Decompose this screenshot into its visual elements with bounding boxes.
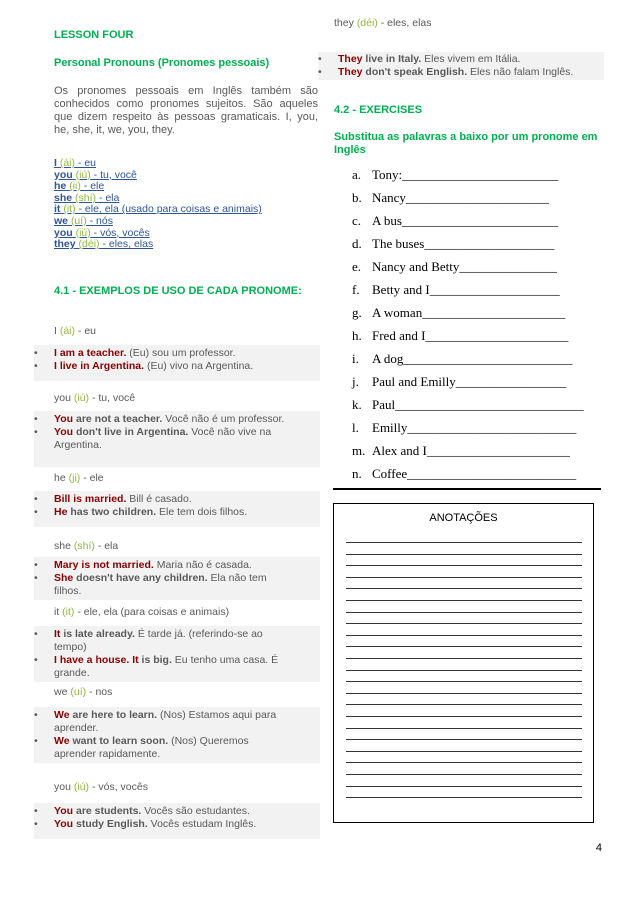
example-english: live in Italy. xyxy=(362,53,422,65)
exercise-letter: b. xyxy=(352,190,362,205)
exercise-letter: j. xyxy=(352,374,359,389)
exercise-letter: f. xyxy=(352,282,360,297)
example-translation: Você não é um professor. xyxy=(162,413,285,425)
example-item xyxy=(34,805,286,818)
exercise-text: Paul_____________________________ xyxy=(372,397,584,412)
example-pronoun: They xyxy=(338,53,363,65)
they-examples xyxy=(318,52,604,80)
example-translation: É tarde já. (referindo-se ao tempo) xyxy=(54,628,263,653)
example-english: are here to learn. xyxy=(69,709,158,721)
bullet-icon: • xyxy=(34,735,38,747)
notes-box xyxy=(333,503,594,823)
exercise-text: Coffee__________________________ xyxy=(372,466,577,481)
pronoun-group-header xyxy=(54,686,112,698)
exercise-item xyxy=(352,167,584,190)
exercise-letter: a. xyxy=(352,167,362,182)
exercise-letter: e. xyxy=(352,259,362,274)
exercise-letter: m. xyxy=(352,443,366,458)
example-english: I have a house. xyxy=(54,654,130,666)
group-word: you xyxy=(54,392,71,404)
example-translation: Bill é casado. xyxy=(126,493,192,505)
note-line xyxy=(346,658,582,659)
example-english: is late already. xyxy=(60,628,135,640)
group-pronunciation: (ji) xyxy=(68,472,81,484)
note-line xyxy=(346,751,582,752)
example-pronoun: She xyxy=(54,572,74,584)
exercise-text: Paul and Emilly_________________ xyxy=(372,374,567,389)
note-line xyxy=(346,565,582,566)
divider xyxy=(333,488,601,490)
example-english: Mary is not married. xyxy=(54,559,154,571)
group-word: I xyxy=(54,325,57,337)
exercise-text: Nancy and Betty_______________ xyxy=(372,259,557,274)
exercise-letter: g. xyxy=(352,305,362,320)
pronoun-group-header xyxy=(54,781,148,793)
example-item xyxy=(34,572,286,598)
example-pronoun: You xyxy=(54,805,74,817)
example-translation: Eles vivem em Itália. xyxy=(421,53,521,65)
example-english: has two children. xyxy=(67,506,157,518)
exercise-item xyxy=(352,213,584,236)
example-translation: (Nos) Estamos aqui para aprender. xyxy=(54,709,277,734)
group-word: we xyxy=(54,686,68,698)
exercise-text: Fred and I______________________ xyxy=(372,328,569,343)
group-meaning: - eu xyxy=(75,325,97,337)
pronoun-word: he xyxy=(54,180,67,193)
pronoun-meaning: - eu xyxy=(75,157,97,169)
example-pronoun: They xyxy=(338,66,363,78)
group-pronunciation: (iú) xyxy=(73,392,90,404)
example-translation: Vocês estudam Inglês. xyxy=(147,818,257,830)
group-word: it xyxy=(54,606,60,618)
example-pronoun: He xyxy=(54,506,68,518)
pronoun-meaning: - ele, ela (usado para coisas e animais) xyxy=(75,203,262,216)
section-4-1-heading: 4.1 - EXEMPLOS DE USO DE CADA PRONOME: xyxy=(54,285,302,297)
example-list xyxy=(34,491,320,527)
exercise-text: The buses____________________ xyxy=(372,236,555,251)
exercise-text: Betty and I____________________ xyxy=(372,282,560,297)
example-english: are not a teacher. xyxy=(73,413,163,425)
note-line xyxy=(346,635,582,636)
group-meaning: - ele, ela (para coisas e animais) xyxy=(74,606,230,618)
pronoun-pronunciation: (shí) xyxy=(75,191,97,204)
bullet-icon: • xyxy=(34,360,38,372)
pronoun-pronunciation: (uí) xyxy=(70,214,87,227)
example-english: are students. xyxy=(73,805,142,817)
example-translation: Ele tem dois filhos. xyxy=(156,506,248,518)
exercise-item xyxy=(352,305,584,328)
note-line xyxy=(346,728,582,729)
exercise-text: Alex and I______________________ xyxy=(372,443,570,458)
example-english: is big. xyxy=(138,654,172,666)
example-item xyxy=(34,360,286,373)
exercise-letter: c. xyxy=(352,213,362,228)
pronoun-pronunciation: (ii) xyxy=(69,180,81,193)
note-line xyxy=(346,797,582,798)
example-english: I live in Argentina. xyxy=(54,360,145,372)
example-list xyxy=(34,411,320,467)
pronoun-pronunciation: (iú) xyxy=(75,226,91,239)
bullet-icon: • xyxy=(34,559,38,571)
exercise-item xyxy=(352,282,584,305)
note-line xyxy=(346,600,582,601)
pronoun-pronunciation: (ái) xyxy=(59,157,76,169)
example-item xyxy=(34,735,286,761)
exercise-text: Tony:________________________ xyxy=(372,167,559,182)
example-translation: (Eu) sou um professor. xyxy=(126,347,236,359)
exercise-instruction: Substitua as palavras a baixo por um pronome em Inglês xyxy=(334,131,598,156)
pronoun-word: I xyxy=(54,157,57,169)
pronoun-pronunciation: (it) xyxy=(63,203,76,216)
exercise-list xyxy=(352,167,584,489)
example-translation: Vocês são estudantes. xyxy=(141,805,250,817)
example-list xyxy=(34,557,320,600)
note-line xyxy=(346,612,582,613)
example-english: don't live in Argentina. xyxy=(73,426,189,438)
bullet-icon: • xyxy=(34,628,38,640)
pronoun-word: we xyxy=(54,214,69,227)
pronoun-group-header xyxy=(54,540,118,552)
group-meaning: - ele xyxy=(80,472,104,484)
exercise-letter: h. xyxy=(352,328,362,343)
example-item xyxy=(34,493,286,506)
pronoun-meaning: - nós xyxy=(86,214,113,227)
pronoun-meaning: - vós, vocês xyxy=(90,226,150,239)
exercise-item xyxy=(352,190,584,213)
example-item xyxy=(34,426,286,452)
note-line xyxy=(346,588,582,589)
note-line xyxy=(346,716,582,717)
exercise-text: A woman______________________ xyxy=(372,305,566,320)
note-line xyxy=(346,774,582,775)
exercise-item xyxy=(352,420,584,443)
example-pronoun: You xyxy=(54,426,74,438)
bullet-icon: • xyxy=(34,805,38,817)
bullet-icon: • xyxy=(318,66,322,78)
bullet-icon: • xyxy=(318,53,322,65)
bullet-icon: • xyxy=(34,426,38,438)
example-pronoun: It xyxy=(129,654,139,666)
pronoun-word: it xyxy=(54,203,61,216)
example-pronoun: We xyxy=(54,709,70,721)
example-list xyxy=(34,707,320,763)
exercise-item xyxy=(352,236,584,259)
pronoun-group-header xyxy=(54,325,96,337)
example-translation: Ela não tem filhos. xyxy=(54,572,267,597)
example-item xyxy=(34,559,286,572)
example-item xyxy=(34,413,286,426)
bullet-icon: • xyxy=(34,347,38,359)
note-line xyxy=(346,681,582,682)
note-line xyxy=(346,786,582,787)
group-meaning: - nos xyxy=(86,686,113,698)
group-pronunciation: (uí) xyxy=(70,686,87,698)
bullet-icon: • xyxy=(34,572,38,584)
exercise-item xyxy=(352,328,584,351)
note-line xyxy=(346,542,582,543)
pronoun-meaning: - ela xyxy=(96,191,120,204)
exercise-item xyxy=(352,466,584,489)
exercise-item xyxy=(352,351,584,374)
note-line xyxy=(346,704,582,705)
example-translation: (Nos) Queremos aprender rapidamente. xyxy=(54,735,249,760)
example-pronoun: We xyxy=(54,735,70,747)
example-english: want to learn soon. xyxy=(69,735,169,747)
exercise-item xyxy=(352,374,584,397)
example-list xyxy=(34,345,320,381)
exercise-letter: k. xyxy=(352,397,362,412)
example-pronoun: It xyxy=(54,628,61,640)
exercise-item xyxy=(352,397,584,420)
note-line xyxy=(346,577,582,578)
intro-paragraph: Os pronomes pessoais em Inglês também são conhecidos como pronomes sujeitos. São aqueles que dizem respeito às pessoas gramaticais. I, you, he, she, it, we, you, they. xyxy=(54,85,318,136)
example-translation: Eu tenho uma casa. É grande. xyxy=(54,654,279,679)
group-word: he xyxy=(54,472,66,484)
exercise-text: A dog__________________________ xyxy=(372,351,573,366)
group-meaning: - tu, você xyxy=(89,392,136,404)
bullet-icon: • xyxy=(34,654,38,666)
group-pronunciation: (ái) xyxy=(59,325,76,337)
example-translation: Você não vive na Argentina. xyxy=(54,426,272,451)
pronoun-word: they xyxy=(54,238,76,251)
group-meaning: - vós, vocês xyxy=(89,781,148,793)
group-pronunciation: (iú) xyxy=(73,781,90,793)
example-list xyxy=(34,803,320,839)
exercise-letter: n. xyxy=(352,466,362,481)
note-line xyxy=(346,739,582,740)
group-pronunciation: (shí) xyxy=(73,540,95,552)
example-item xyxy=(34,709,286,735)
exercise-text: Nancy______________________ xyxy=(372,190,549,205)
bullet-icon: • xyxy=(34,709,38,721)
page-number: 4 xyxy=(595,842,602,854)
example-item xyxy=(34,628,286,654)
exercise-text: A bus________________________ xyxy=(372,213,558,228)
example-item xyxy=(318,66,604,79)
note-line xyxy=(346,693,582,694)
lesson-title: LESSON FOUR xyxy=(54,29,134,41)
example-list xyxy=(34,626,320,682)
pronoun-list xyxy=(54,158,262,251)
note-line xyxy=(346,623,582,624)
group-word: you xyxy=(54,781,71,793)
example-item xyxy=(34,506,286,519)
they-header: they (déi) - eles, elas xyxy=(334,17,432,29)
note-line xyxy=(346,554,582,555)
bullet-icon: • xyxy=(34,493,38,505)
pronoun-word: you xyxy=(54,168,73,181)
example-translation: Maria não é casada. xyxy=(153,559,252,571)
pronoun-meaning: - eles, elas xyxy=(99,238,154,251)
pronoun-meaning: - ele xyxy=(80,180,105,193)
section-4-2-heading: 4.2 - EXERCISES xyxy=(334,104,423,116)
group-meaning: - ela xyxy=(94,540,119,552)
pronoun-pronunciation: (iú) xyxy=(75,168,91,181)
example-english: Bill is married. xyxy=(54,493,127,505)
example-translation: (Eu) vivo na Argentina. xyxy=(144,360,254,372)
exercise-letter: l. xyxy=(352,420,359,435)
exercise-item xyxy=(352,443,584,466)
exercise-text: Emilly__________________________ xyxy=(372,420,577,435)
bullet-icon: • xyxy=(34,818,38,830)
pronoun-group-header xyxy=(54,606,229,618)
pronoun-group-header xyxy=(54,472,104,484)
group-word: she xyxy=(54,540,71,552)
pronoun-pronunciation: (déi) xyxy=(78,238,100,251)
exercise-item xyxy=(352,259,584,282)
notes-title: ANOTAÇÕES xyxy=(429,512,498,524)
bullet-icon: • xyxy=(34,413,38,425)
note-line xyxy=(346,670,582,671)
example-item xyxy=(34,347,286,360)
example-item xyxy=(318,53,604,66)
exercise-letter: i. xyxy=(352,351,359,366)
example-english: don't speak English. xyxy=(362,66,468,78)
pronoun-word: you xyxy=(54,226,73,239)
exercise-letter: d. xyxy=(352,236,362,251)
example-item xyxy=(34,654,286,680)
example-english: doesn't have any children. xyxy=(73,572,208,584)
pronoun-meaning: - tu, você xyxy=(90,168,137,181)
pronoun-word: she xyxy=(54,191,73,204)
note-line xyxy=(346,762,582,763)
example-translation: Eles não falam Inglês. xyxy=(467,66,574,78)
pronoun-row xyxy=(54,239,262,251)
example-pronoun: You xyxy=(54,818,74,830)
pronoun-group-header xyxy=(54,392,135,404)
example-pronoun: You xyxy=(54,413,74,425)
group-pronunciation: (it) xyxy=(62,606,75,618)
bullet-icon: • xyxy=(34,506,38,518)
example-item xyxy=(34,818,286,831)
example-english: I am a teacher. xyxy=(54,347,127,359)
note-line xyxy=(346,646,582,647)
lesson-subtitle: Personal Pronouns (Pronomes pessoais) xyxy=(54,57,270,69)
example-english: study English. xyxy=(73,818,148,830)
